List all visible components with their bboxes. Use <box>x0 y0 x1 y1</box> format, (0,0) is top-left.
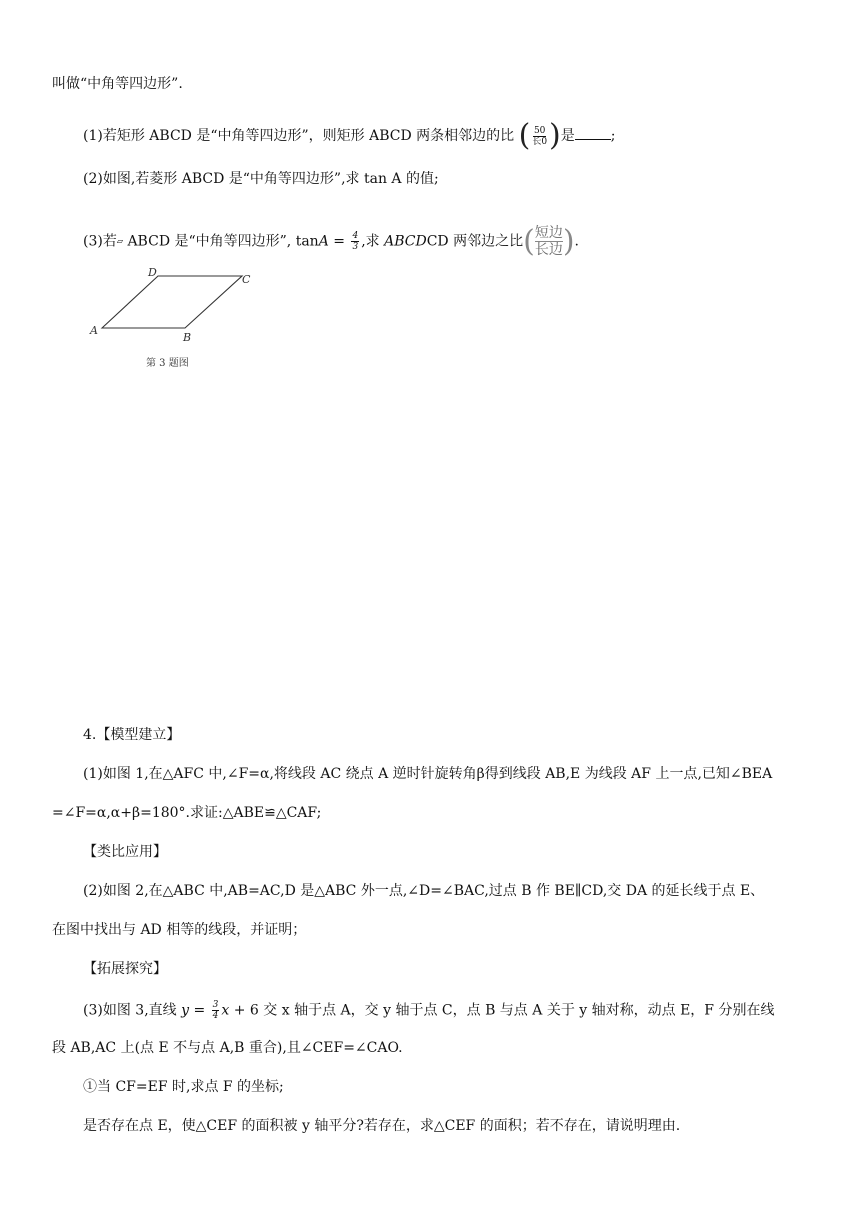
q3-part3-text-b: ABCD 是“中角等四边形”, tan <box>123 233 319 250</box>
q4-part3-fraction <box>212 1000 220 1021</box>
q3-part1-is: 是 <box>560 128 575 144</box>
q4-part2-line1: (2)如图 2,在△ABC 中,AB=AC,D 是△ABC 外一点,∠D=∠BAC,过点 B 作 BE∥CD,交 DA 的延长线于点 E、 <box>83 883 765 899</box>
q4-part3-line1 <box>83 1000 774 1021</box>
q3-part3-ratio-top: 短边 <box>534 225 563 241</box>
q3-part3-frac-num: 4 <box>352 231 359 241</box>
q4-part3-line2: 段 AB,AC 上(点 E 不与点 A,B 重合),且∠CEF=∠CAO. <box>52 1040 403 1056</box>
q4-part3-text-a: (3)如图 3,直线 <box>83 1002 182 1019</box>
q4-part1-line1: (1)如图 1,在△AFC 中,∠F=α,将线段 AC 绕点 A 逆时针旋转角β得到线段 AB,E 为线段 AF 上一点,已知∠BEA <box>83 766 773 782</box>
label-a: A <box>90 324 98 337</box>
parallelogram-shape <box>102 276 242 328</box>
q3-part2: (2)如图,若菱形 ABCD 是“中角等四边形”,求 tan A 的值; <box>83 171 439 187</box>
q3-intro: 叫做“中角等四边形”. <box>52 76 183 92</box>
q3-part1-text: (1)若矩形 ABCD 是“中角等四边形”，则矩形 ABCD 两条相邻边的比 <box>83 128 519 144</box>
q4-part3-plus: + 6 <box>229 1002 259 1019</box>
q4-section-extension: 【拓展探究】 <box>83 961 167 977</box>
q4-section-analogy: 【类比应用】 <box>83 844 167 860</box>
q4-part3-text-b: 交 x 轴于点 A，交 y 轴于点 C，点 B 与点 A 关于 y 轴对称，动点 E，F 分别在线 <box>258 1002 775 1019</box>
q4-part3-frac-num: 3 <box>212 1000 219 1010</box>
q3-part3-abcd: ABCD <box>384 233 427 250</box>
q3-part1-ratio: ( $\frac{50}{\text{长0}}$ ) <box>518 118 561 153</box>
q4-sub1: ①当 CF=EF 时,求点 F 的坐标; <box>83 1079 284 1095</box>
q3-part3-eq: = <box>328 233 350 250</box>
figure-caption: 第 3 题图 <box>146 358 189 369</box>
q3-part1 <box>83 118 616 153</box>
q3-part3-fraction <box>351 231 359 252</box>
q4-part3-frac-den: 4 <box>212 1011 219 1021</box>
q3-part3-end: . <box>574 233 579 250</box>
q3-part1-end: ; <box>610 128 616 144</box>
q3-part3-ratio: ( 短边 长边 ) <box>523 223 575 259</box>
q3-part3-text-c: ,求 <box>361 233 385 250</box>
q4-part3-var-y: y <box>181 1002 190 1019</box>
label-b: B <box>183 331 192 344</box>
q3-part3-var-a: A <box>318 233 329 250</box>
q3-part3-text-a: (3)若 <box>83 233 117 250</box>
q4-part2-line2: 在图中找出与 AD 相等的线段，并证明； <box>52 922 307 938</box>
label-c: C <box>242 273 251 286</box>
label-d: D <box>148 266 157 279</box>
q3-part3-text-d: CD 两邻边之比 <box>426 233 524 250</box>
q3-part1-ratio-num: 50 <box>533 125 546 136</box>
parallelogram-figure <box>84 262 274 382</box>
q3-part1-blank <box>575 125 611 140</box>
q3-part3-ratio-bottom: 长边 <box>534 242 563 258</box>
q3-part3-frac-den: 3 <box>352 242 359 252</box>
q4-sub2: 是否存在点 E，使△CEF 的面积被 y 轴平分?若存在，求△CEF 的面积；若不存在，请说明理由. <box>83 1118 681 1134</box>
q4-part3-eq: = <box>189 1002 210 1019</box>
q3-part1-ratio-den: 长0 <box>532 136 548 147</box>
q3-part3 <box>83 225 579 258</box>
q4-part3-var-x: x <box>221 1002 230 1019</box>
q4-part1-line2: =∠F=α,α+β=180°.求证:△ABE≌△CAF; <box>52 805 322 821</box>
q4-title: 4.【模型建立】 <box>83 727 181 743</box>
parallelogram-symbol: ▱ <box>116 236 123 246</box>
